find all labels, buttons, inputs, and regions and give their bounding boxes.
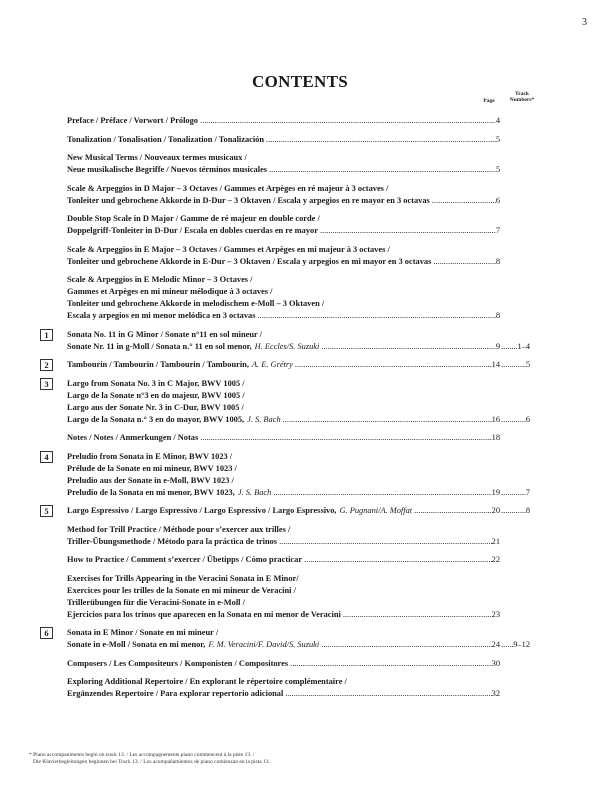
toc-entry[interactable] (67, 213, 530, 237)
page-ref: 32 (491, 689, 500, 698)
entry-title-line: Prélude de la Sonate en mi mineur, BWV 1023 / (67, 463, 237, 473)
page-ref: 30 (491, 658, 500, 668)
toc-entry[interactable] (67, 524, 530, 548)
page-number: 3 (582, 17, 587, 28)
entry-title-line: Sonate in e-Moll / Sonata en mi menor, (67, 640, 206, 649)
track-number-box: 4 (40, 451, 53, 463)
entry-title-line: Exercises for Trills Appearing in the Veracini Sonata in E Minor/ (67, 573, 299, 583)
dot-leader (501, 505, 526, 517)
toc-entry[interactable] (44, 359, 530, 371)
composer: A. E. Grétry (251, 360, 293, 369)
dot-leader (269, 164, 496, 176)
page-title: CONTENTS (252, 72, 348, 91)
entry-title-line: How to Practice / Comment s’exercer / Übetipps / Cómo practicar (67, 555, 303, 564)
entry-title-line: Sonata No. 11 in G Minor / Sonate n°11 en sol mineur / (67, 329, 262, 339)
dot-leader (295, 359, 492, 371)
page-ref: 21 (491, 536, 500, 546)
dot-leader (501, 639, 513, 651)
toc-entry[interactable] (44, 505, 530, 517)
entry-title-line: Sonate Nr. 11 in g-Moll / Sonata n.° 11 en sol menor, (67, 341, 252, 351)
entry-title-line: Tonleiter und gebrochene Akkorde in D-Dur – 3 Oktaven / Escala y arpegios en re mayor en 3 octavas (67, 195, 430, 205)
composer: J. S. Bach (247, 414, 281, 424)
entry-title-line: Trillerübungen für die Veracini-Sonate in e-Moll / (67, 597, 245, 607)
track-number-box: 6 (40, 627, 53, 639)
track-numbers: 1–4 (517, 341, 530, 351)
page-ref: 23 (491, 609, 500, 619)
dot-leader (501, 359, 526, 371)
page-ref: 6 (495, 195, 500, 205)
page-ref: 8 (495, 256, 500, 266)
dot-leader (273, 487, 491, 499)
page-ref: 24 (491, 640, 500, 649)
entry-title-line: Largo aus der Sonate Nr. 3 in C-Dur, BWV 1005 / (67, 402, 244, 412)
entry-title-line: Method for Trill Practice / Méthode pour s’exercer aux trilles / (67, 524, 291, 534)
composer: G. Pugnani/A. Moffat (339, 506, 413, 515)
entry-title-line: Tambourin / Tambourin / Tambourin / Tambourin, (67, 360, 249, 369)
entry-title-line: Neue musikalische Begriffe / Nuevos términos musicales (67, 165, 268, 174)
page-ref: 8 (495, 311, 500, 320)
dot-leader (501, 487, 526, 499)
page-ref: 7 (495, 226, 500, 235)
footnote-line: Die Klavierbegleitungen beginnen bei Track 13. / Los acompañamientos de piano comienzan en la pista 13. (33, 759, 270, 765)
entry-title-line: Preludio from Sonata in E Minor, BWV 1023 / (67, 451, 233, 461)
dot-leader (432, 195, 496, 207)
track-number-box: 5 (40, 505, 53, 517)
toc-entry[interactable] (67, 432, 530, 444)
entry-title-line: Double Stop Scale in D Major / Gamme de ré majeur en double corde / (67, 214, 320, 223)
page-ref: 22 (491, 555, 500, 564)
dot-leader (321, 341, 495, 353)
entry-title-line: Largo Espressivo / Largo Espressivo / Largo Espressivo / Largo Espressivo, (67, 506, 337, 515)
dot-leader (258, 310, 496, 322)
track-numbers: 5 (525, 360, 530, 369)
toc-entry[interactable] (67, 573, 530, 621)
track-numbers: 7 (525, 487, 530, 497)
dot-leader (343, 609, 492, 621)
page-ref: 4 (495, 116, 500, 125)
entry-title-line: Tonleiter und gebrochene Akkorde in melodischem e-Moll – 3 Oktaven / (67, 299, 325, 308)
footnote-line: * Piano accompaniments begin on track 13. / Les accompagnements piano commencent à la piste 13. / (29, 752, 255, 758)
toc-entry[interactable] (67, 115, 530, 127)
dot-leader (290, 658, 492, 670)
page-ref: 20 (491, 506, 500, 515)
dot-leader (279, 536, 492, 548)
toc-entry[interactable] (67, 554, 530, 566)
page-ref: 9 (495, 341, 500, 351)
entry-title-line: Ejercicios para los trinos que aparecen en la Sonata en mi menor de Veracini (67, 609, 341, 619)
toc-entry[interactable] (67, 676, 530, 700)
page-ref: 5 (495, 134, 500, 144)
track-numbers: 8 (525, 506, 530, 515)
toc-entry[interactable] (67, 274, 530, 322)
entry-title-line: Exercices pour les trilles de la Sonate en mi mineur de Veracini / (67, 585, 296, 595)
page-ref: 16 (491, 414, 500, 424)
dot-leader (285, 688, 491, 700)
toc-entry[interactable] (44, 329, 530, 353)
entry-title-line: Escala y arpegios en mi menor melódica en 3 octavas (67, 311, 256, 320)
entry-title-line: Scale & Arpeggios in D Major – 3 Octaves / Gammes et Arpèges en ré majeur à 3 octaves / (67, 183, 389, 193)
table-of-contents (44, 115, 530, 707)
page-ref: 5 (495, 165, 500, 174)
footnote (29, 752, 270, 766)
dot-leader (266, 134, 496, 146)
dot-leader (501, 414, 526, 426)
dot-leader (200, 432, 491, 444)
toc-entry[interactable] (67, 658, 530, 670)
track-number-box: 1 (40, 329, 53, 341)
entry-title-line: Scale & Arpeggios in E Major – 3 Octaves / Gammes et Arpèges en mi majeur à 3 octaves / (67, 244, 390, 254)
composer: H. Eccles/S. Suzuki (254, 341, 320, 351)
page-ref: 14 (491, 360, 500, 369)
dot-leader (304, 554, 492, 566)
entry-title-line: Scale & Arpeggios in E Melodic Minor – 3 Octaves / (67, 275, 253, 284)
toc-entry[interactable] (44, 627, 530, 651)
dot-leader (200, 115, 496, 127)
toc-entry[interactable] (44, 378, 530, 426)
entry-title-line: Sonata in E Minor / Sonate en mi mineur / (67, 628, 219, 637)
entry-title-line: Largo de la Sonata n.° 3 en do mayor, BWV 1005, (67, 414, 245, 424)
track-numbers: 9–12 (513, 640, 530, 649)
entry-title-line: Triller-Übungsmethode / Método para la práctica de trinos (67, 536, 278, 546)
entry-title-line: Tonalization / Tonalisation / Tonalization / Tonalización (67, 134, 265, 144)
entry-title-line: Preface / Préface / Vorwort / Prólogo (67, 116, 198, 125)
entry-title-line: Largo de la Sonate n°3 en do majeur, BWV 1005 / (67, 390, 245, 400)
dot-leader (414, 505, 492, 517)
page-column-header: Page (483, 98, 495, 104)
toc-entry[interactable] (67, 134, 530, 146)
toc-entry[interactable] (67, 244, 530, 268)
dot-leader (433, 256, 495, 268)
track-number-box: 3 (40, 378, 53, 390)
entry-title-line: Ergänzendes Repertoire / Para explorar repertorio adicional (67, 689, 284, 698)
page-ref: 18 (491, 433, 500, 442)
dot-leader (321, 639, 491, 651)
entry-title-line: Doppelgriff-Tonleiter in D-Dur / Escala en dobles cuerdas en re mayor (67, 226, 318, 235)
dot-leader (320, 225, 496, 237)
composer: F. M. Veracini/F. David/S. Suzuki (208, 640, 320, 649)
entry-title-line: New Musical Terms / Nouveaux termes musicaux / (67, 153, 247, 162)
page-ref: 19 (491, 487, 500, 497)
dot-leader (501, 341, 517, 353)
track-column-header: Track Numbers* (509, 91, 535, 103)
entry-title-line: Preludio aus der Sonate in e-Moll, BWV 1023 / (67, 475, 234, 485)
entry-title-line: Notes / Notes / Anmerkungen / Notas (67, 433, 199, 442)
entry-title-line: Gammes et Arpèges en mi mineur mélodique à 3 octaves / (67, 287, 273, 296)
toc-entry[interactable] (67, 183, 530, 207)
entry-title-line: Composers / Les Compositeurs / Komponisten / Compositores (67, 658, 289, 668)
track-number-box: 2 (40, 359, 53, 371)
entry-title-line: Exploring Additional Repertoire / En explorant le répertoire complémentaire / (67, 677, 347, 686)
entry-title-line: Tonleiter und gebrochene Akkorde in E-Dur – 3 Oktaven / Escala y arpegios en mi mayor en 3 octavas (67, 256, 432, 266)
dot-leader (283, 414, 492, 426)
entry-title-line: Preludio de la Sonata en mi menor, BWV 1023, (67, 487, 235, 497)
toc-entry[interactable] (67, 152, 530, 176)
composer: J. S. Bach (237, 487, 272, 497)
entry-title-line: Largo from Sonata No. 3 in C Major, BWV 1005 / (67, 378, 245, 388)
track-numbers: 6 (525, 414, 530, 424)
toc-entry[interactable] (44, 451, 530, 499)
